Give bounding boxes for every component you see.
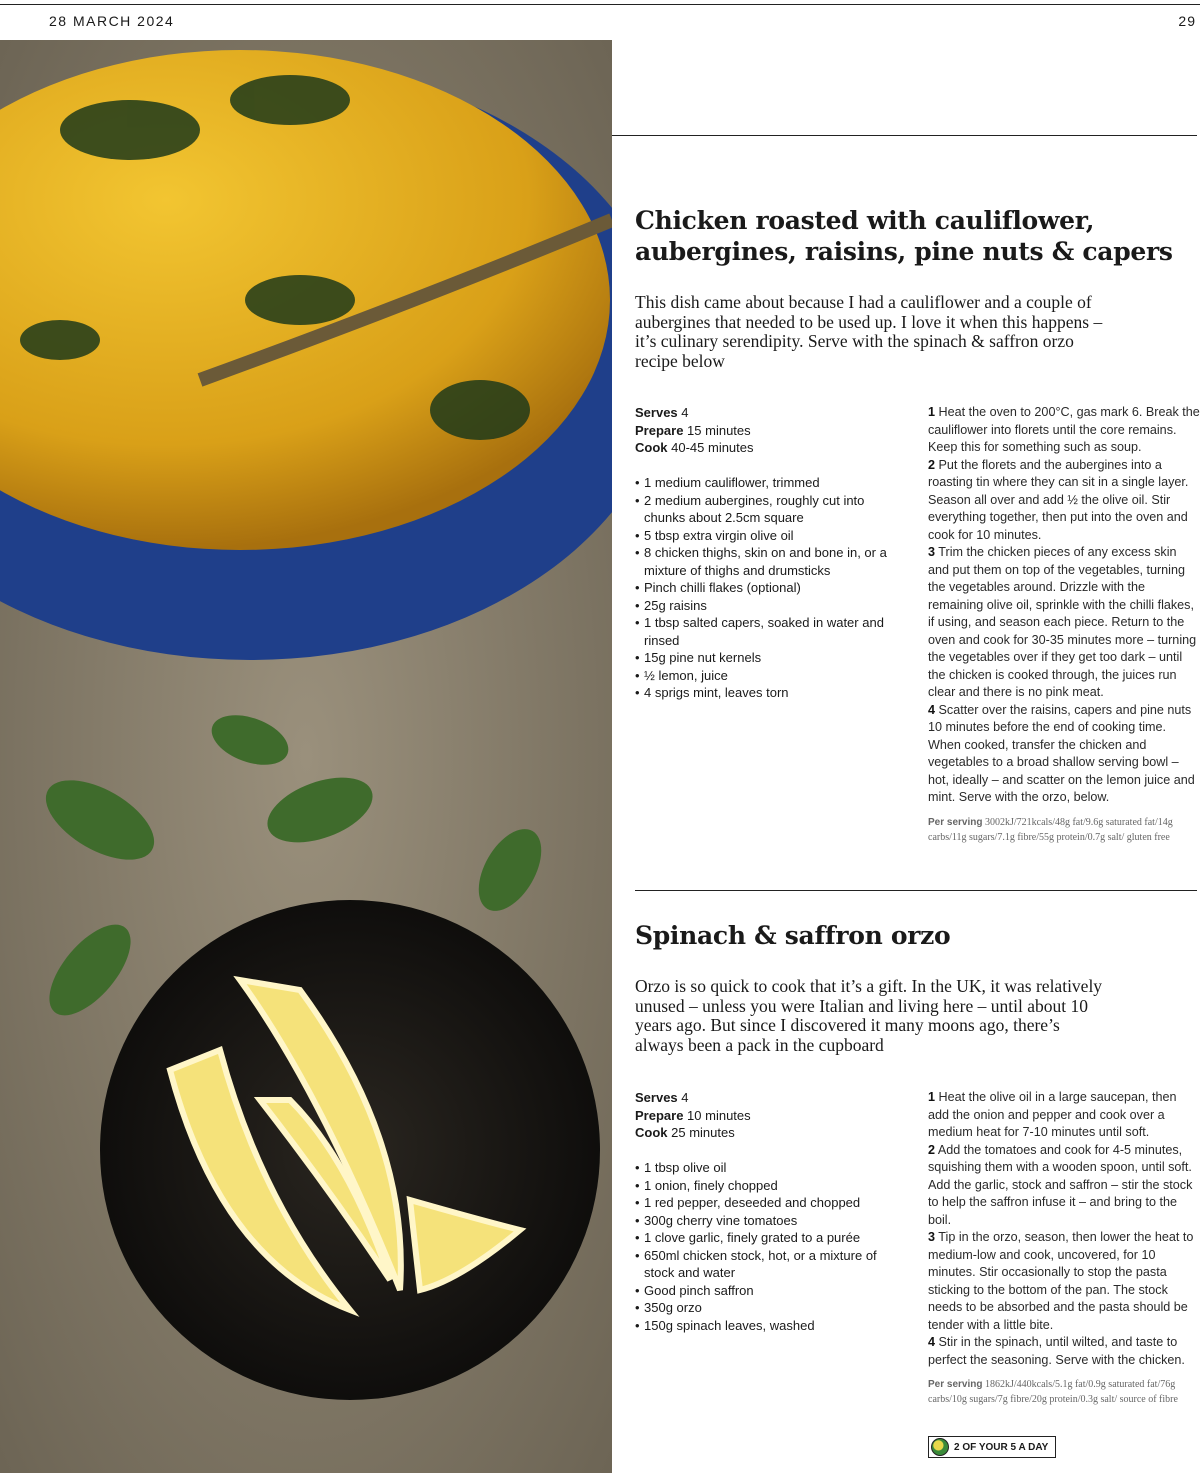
- ingredient: • 8 chicken thighs, skin on and bone in, or a mixture of thighs and drumsticks: [635, 544, 895, 579]
- ingredient: • 1 tbsp salted capers, soaked in water and rinsed: [635, 614, 895, 649]
- recipe-meta: [635, 1089, 751, 1142]
- prepare-value: 10 minutes: [687, 1107, 751, 1123]
- method-step: [928, 1142, 1200, 1230]
- method-step: [928, 702, 1200, 807]
- step-number: 1: [928, 405, 936, 419]
- title-line: Chicken roasted with cauliflower,: [635, 206, 1095, 235]
- nutrition-label: Per serving: [928, 817, 983, 828]
- step-text: Scatter over the raisins, capers and pine nuts 10 minutes before the end of cooking time. When cooked, transfer the chicken and vegetables to a broad shallow serving bowl – hot, ideally – and scatter on the lemon juice and mint. Serve with the orzo, below.: [928, 702, 1195, 804]
- five-a-day-badge: [928, 1436, 1056, 1458]
- ingredient: • 25g raisins: [635, 597, 895, 615]
- ingredient: • 1 medium cauliflower, trimmed: [635, 474, 895, 492]
- step-number: 1: [928, 1090, 936, 1104]
- ingredient: • Pinch chilli flakes (optional): [635, 579, 895, 597]
- nutrition-values: 1862kJ/440kcals/5.1g fat/0.9g saturated fat/76g carbs/10g sugars/7g fibre/20g protein/0.3g salt/ source of fibre: [928, 1379, 1178, 1405]
- ingredient: • ½ lemon, juice: [635, 667, 895, 685]
- recipe-title: [635, 205, 1173, 267]
- step-text: Add the tomatoes and cook for 4-5 minutes, squishing them with a wooden spoon, until soft. Add the garlic, stock and saffron – stir the stock to help the saffron infuse it – and bring to the boil.: [928, 1142, 1193, 1227]
- serves-label: Serves: [635, 1090, 678, 1105]
- method-step: [928, 457, 1200, 545]
- cook-value: 40-45 minutes: [671, 440, 754, 455]
- cook-value: 25 minutes: [671, 1125, 735, 1140]
- step-text: Trim the chicken pieces of any excess skin and put them on top of the vegetables, turning the vegetables around. Drizzle with the remaining olive oil, sprinkle with the chilli flakes, if using, and season each piece. Return to the oven and cook for 30-35 minutes more – turning the vegetables over if they get too dark – until the chicken is cooked through, the juices run clear and there is no pink meat.: [928, 545, 1197, 699]
- method-step: [928, 1089, 1200, 1142]
- step-text: Heat the oven to 200°C, gas mark 6. Break the cauliflower into florets until the core remains. Keep this for something such as soup.: [928, 405, 1200, 454]
- step-text: Heat the olive oil in a large saucepan, then add the onion and pepper and cook over a medium heat for 7-10 minutes until soft.: [928, 1090, 1177, 1139]
- page-number: 29: [1178, 13, 1196, 29]
- ingredient: • 650ml chicken stock, hot, or a mixture of stock and water: [635, 1247, 885, 1282]
- method-step: [928, 1229, 1200, 1334]
- food-photo: [0, 40, 612, 1473]
- serves-value: 4: [681, 1090, 689, 1105]
- leaf-icon: [931, 1438, 949, 1456]
- recipe-intro: Orzo is so quick to cook that it’s a gift. In the UK, it was relatively unused – unless you were Italian and living here – until about 10 years ago. But since I discovered it many moons ago, there’s always been a pack in the cupboard: [635, 976, 1103, 1055]
- prepare-label: Prepare: [635, 422, 684, 438]
- recipe-meta: [635, 404, 754, 457]
- step-number: 2: [928, 1142, 936, 1157]
- step-number: 3: [928, 1230, 936, 1244]
- cook-label: Cook: [635, 440, 668, 455]
- ingredient: • 1 tbsp olive oil: [635, 1159, 885, 1177]
- ingredient: • 1 red pepper, deseeded and chopped: [635, 1194, 885, 1212]
- step-text: Tip in the orzo, season, then lower the heat to medium-low and cook, uncovered, for 10 minutes. Stir occasionally to stop the pasta sticking to the bottom of the pan. The stock needs to be absorbed and the pasta should be tender with a little bite.: [928, 1230, 1194, 1332]
- section-rule: [635, 890, 1197, 891]
- recipe-title: Spinach & saffron orzo: [635, 921, 951, 950]
- method: [928, 1089, 1200, 1369]
- nutrition-info: [928, 1378, 1198, 1407]
- ingredient: • 1 onion, finely chopped: [635, 1177, 885, 1195]
- ingredient-list: [635, 474, 895, 702]
- serves-value: 4: [681, 405, 689, 420]
- step-number: 3: [928, 545, 936, 559]
- ingredient: • 150g spinach leaves, washed: [635, 1317, 885, 1335]
- ingredient-list: [635, 1159, 885, 1334]
- ingredient: • 1 clove garlic, finely grated to a purée: [635, 1229, 885, 1247]
- step-number: 2: [928, 457, 936, 472]
- serves-label: Serves: [635, 405, 678, 420]
- title-line: aubergines, raisins, pine nuts & capers: [635, 237, 1173, 266]
- nutrition-info: [928, 816, 1198, 845]
- ingredient: • 350g orzo: [635, 1299, 885, 1317]
- method-step: [928, 1334, 1200, 1369]
- top-rule: [0, 4, 1200, 5]
- method-step: [928, 544, 1200, 702]
- nutrition-values: 3002kJ/721kcals/48g fat/9.6g saturated fat/14g carbs/11g sugars/7.1g fibre/55g protein/0.7g salt/ gluten free: [928, 817, 1173, 843]
- prepare-value: 15 minutes: [687, 422, 751, 438]
- method-step: [928, 404, 1200, 457]
- ingredient: • 5 tbsp extra virgin olive oil: [635, 527, 895, 545]
- method: [928, 404, 1200, 807]
- recipe-intro: This dish came about because I had a cauliflower and a couple of aubergines that needed to be used up. I love it when this happens – it’s culinary serendipity. Serve with the spinach & saffron orzo recipe below: [635, 292, 1103, 371]
- ingredient: • 2 medium aubergines, roughly cut into chunks about 2.5cm square: [635, 492, 895, 527]
- step-text: Put the florets and the aubergines into a roasting tin where they can sit in a single layer. Season all over and add ½ the olive oil. Stir everything together, then put into the oven and cook for 10 minutes.: [928, 457, 1189, 542]
- section-rule: [612, 135, 1197, 136]
- ingredient: • 4 sprigs mint, leaves torn: [635, 684, 895, 702]
- step-number: 4: [928, 1335, 936, 1349]
- ingredient: • Good pinch saffron: [635, 1282, 885, 1300]
- ingredient: • 15g pine nut kernels: [635, 649, 895, 667]
- nutrition-label: Per serving: [928, 1379, 983, 1390]
- step-text: Stir in the spinach, until wilted, and taste to perfect the seasoning. Serve with the chicken.: [928, 1335, 1185, 1367]
- cook-label: Cook: [635, 1125, 668, 1140]
- step-number: 4: [928, 702, 936, 717]
- prepare-label: Prepare: [635, 1107, 684, 1123]
- ingredient: • 300g cherry vine tomatoes: [635, 1212, 885, 1230]
- badge-label: 2 OF YOUR 5 A DAY: [954, 1441, 1049, 1453]
- issue-date: 28 MARCH 2024: [49, 13, 175, 29]
